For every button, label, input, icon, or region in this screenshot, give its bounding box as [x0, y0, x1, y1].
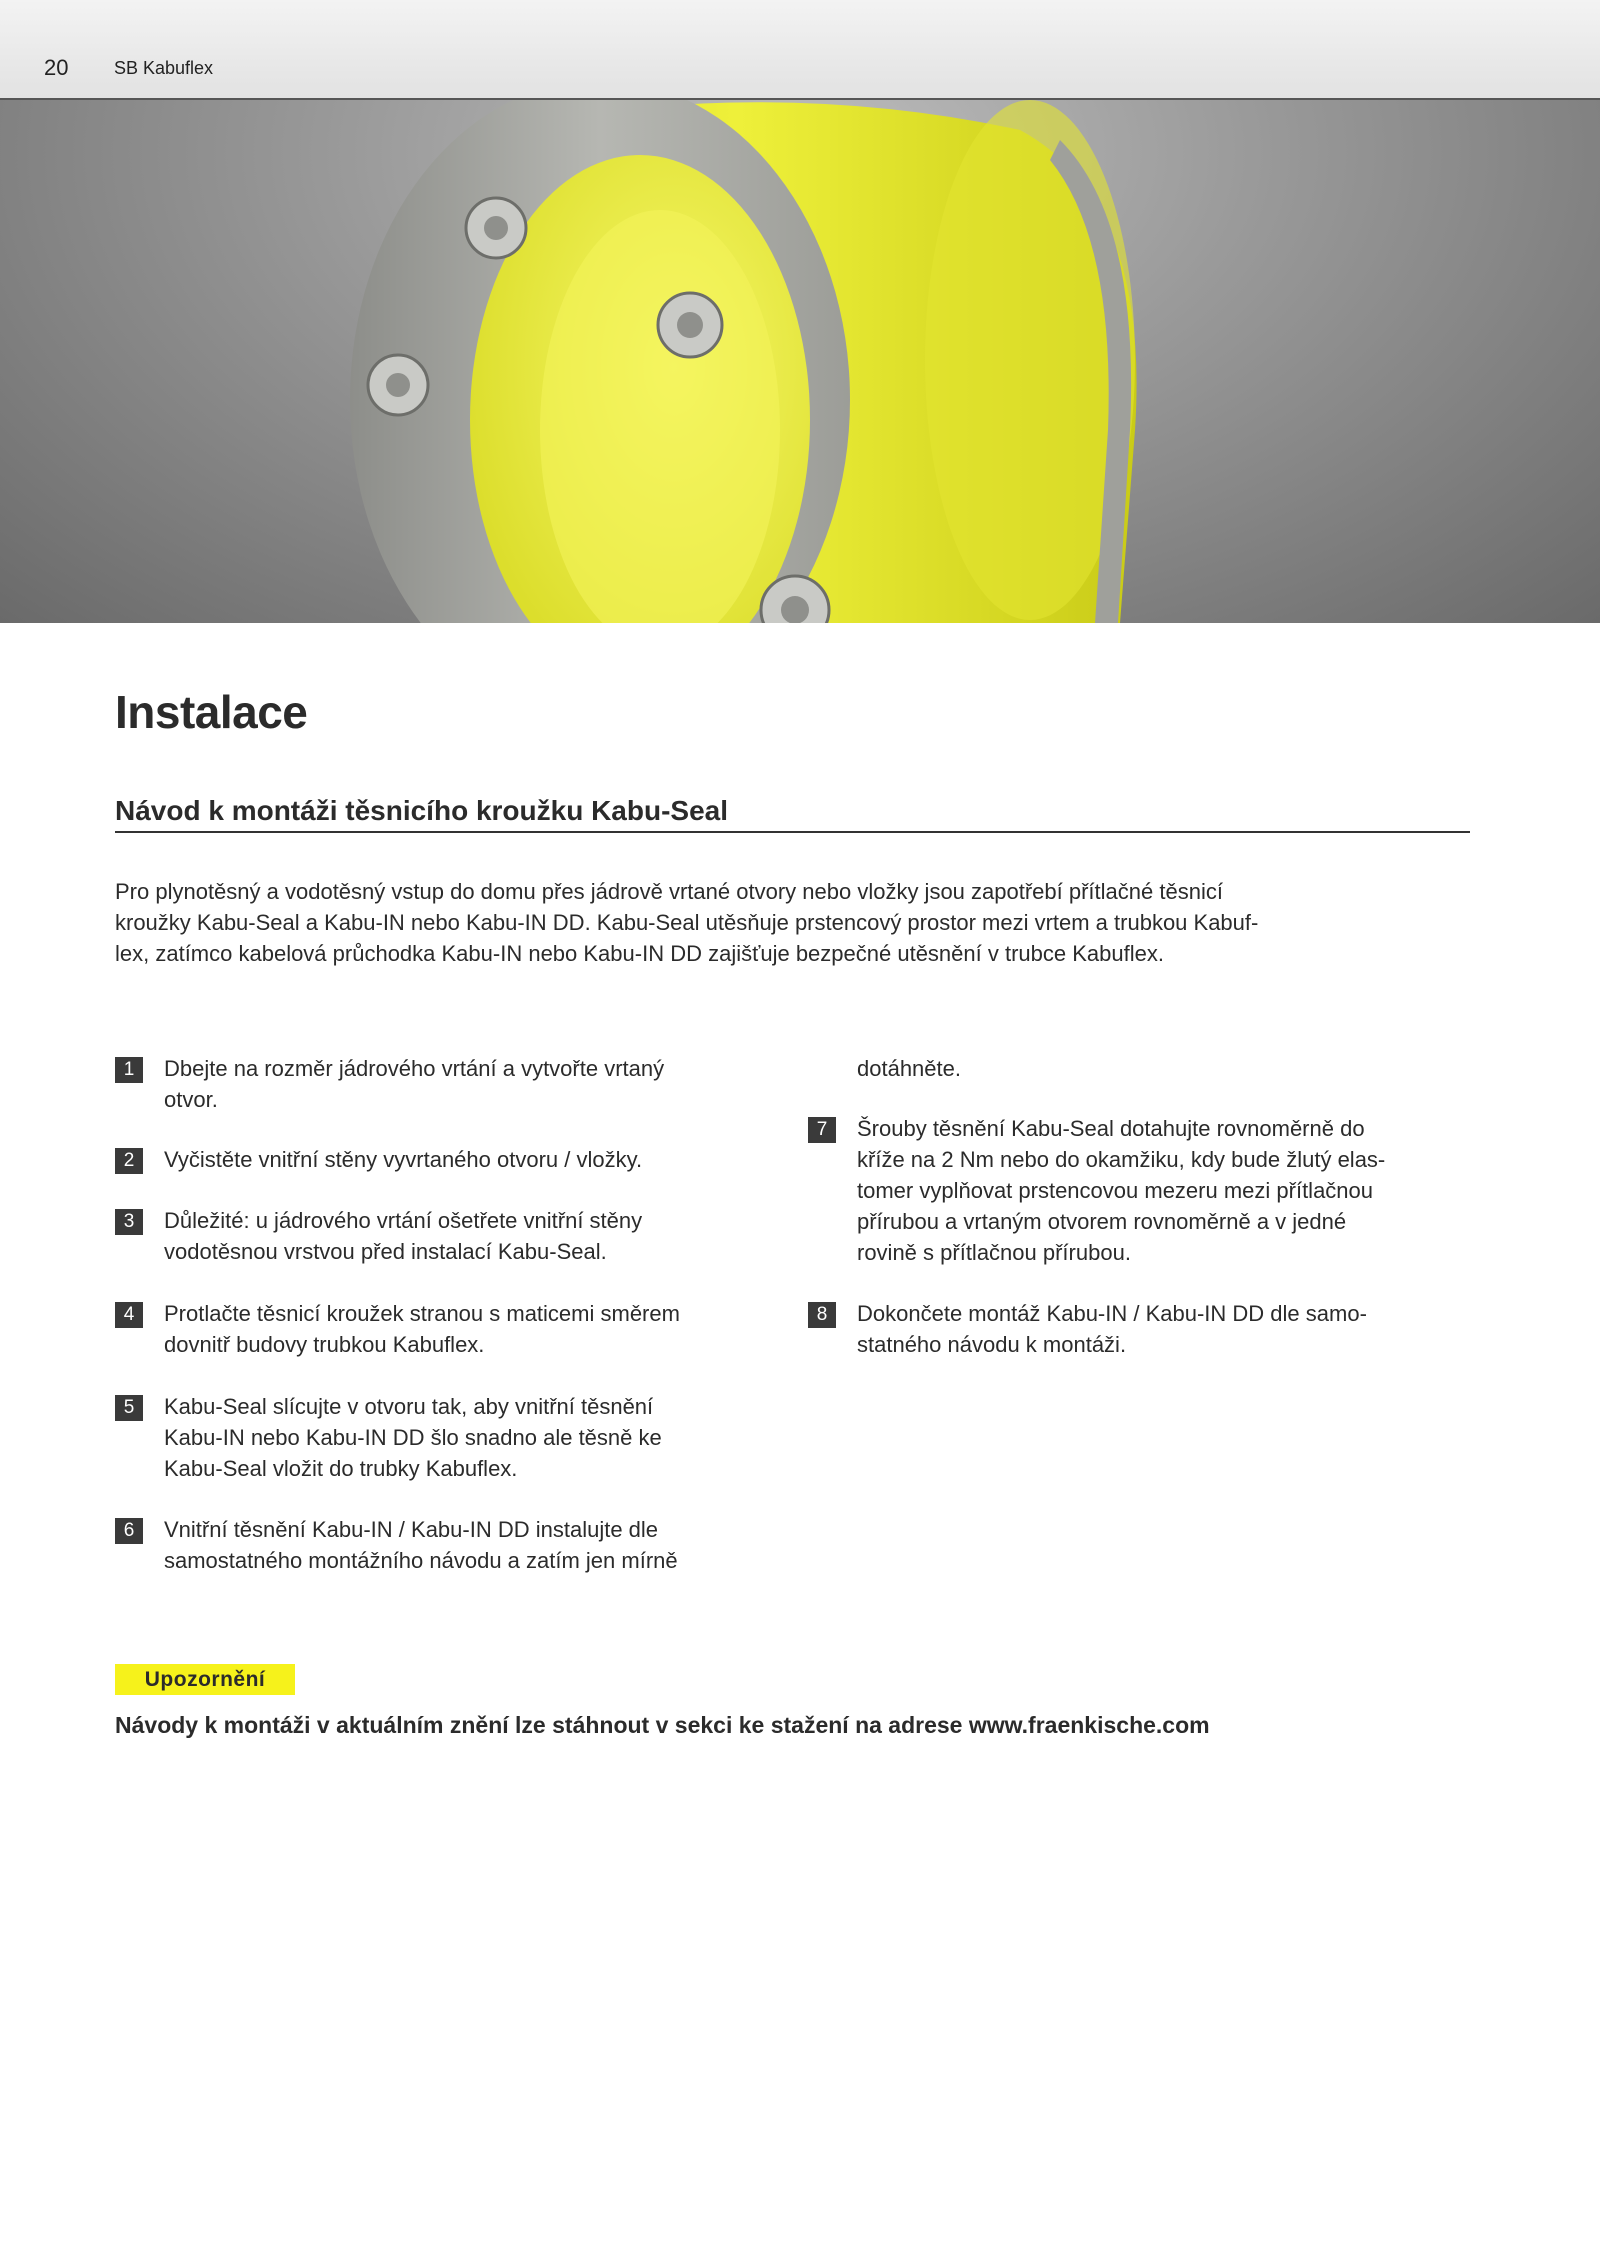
- step-line: vodotěsnou vrstvou před instalací Kabu-Seal.: [164, 1239, 607, 1264]
- step-line: Šrouby těsnění Kabu-Seal dotahujte rovnoměrně do: [857, 1116, 1365, 1141]
- subheading-divider: [115, 831, 1470, 833]
- step-number: 7: [808, 1117, 836, 1143]
- step-line: Kabu-Seal slícujte v otvoru tak, aby vnitřní těsnění: [164, 1394, 654, 1419]
- step-number: 6: [115, 1518, 143, 1544]
- step-line: otvor.: [164, 1087, 218, 1112]
- step-line: Dbejte na rozměr jádrového vrtání a vytvořte vrtaný: [164, 1056, 665, 1081]
- running-title: SB Kabuflex: [114, 58, 214, 78]
- step-line: rovině s přítlačnou přírubou.: [857, 1240, 1131, 1265]
- page-number: 20: [44, 55, 69, 80]
- step-line: kříže na 2 Nm nebo do okamžiku, kdy bude žlutý elas-: [857, 1147, 1386, 1172]
- step-line: přírubou a vrtaným otvorem rovnoměrně a v jedné: [857, 1209, 1347, 1234]
- step-line: dovnitř budovy trubkou Kabuflex.: [164, 1332, 485, 1357]
- step-line: Protlačte těsnicí kroužek stranou s maticemi směrem: [164, 1301, 680, 1326]
- step-text: [857, 1113, 1477, 1268]
- step-text: [857, 1053, 1477, 1084]
- step-text: [857, 1298, 1477, 1360]
- notice-text: Návody k montáži v aktuálním znění lze stáhnout v sekci ke stažení na adrese www.fraenkische.com: [115, 1712, 1210, 1738]
- step-line: Vnitřní těsnění Kabu-IN / Kabu-IN DD instalujte dle: [164, 1517, 659, 1542]
- step-text: [164, 1514, 744, 1576]
- step-text: [164, 1391, 744, 1484]
- intro-line: lex, zatímco kabelová průchodka Kabu-IN nebo Kabu-IN DD zajišťuje bezpečné utěsnění v trubce Kabuflex.: [115, 941, 1164, 966]
- intro-line: kroužky Kabu-Seal a Kabu-IN nebo Kabu-IN DD. Kabu-Seal utěsňuje prstencový prostor mezi vrtem a trubkou Kabuf-: [115, 910, 1259, 935]
- intro-paragraph: [115, 876, 1365, 969]
- step-number: 4: [115, 1302, 143, 1328]
- step-line: samostatného montážního návodu a zatím jen mírně: [164, 1548, 678, 1573]
- step-text: [164, 1298, 744, 1360]
- step-number: 1: [115, 1057, 143, 1083]
- header-bar: [0, 0, 1600, 100]
- notice-label: Upozornění: [115, 1664, 295, 1695]
- step-line: statného návodu k montáži.: [857, 1332, 1127, 1357]
- kabu-seal-ring-illustration: [0, 100, 1600, 623]
- step-line: Kabu-Seal vložit do trubky Kabuflex.: [164, 1456, 518, 1481]
- section-title: Instalace: [115, 686, 308, 738]
- step-line: Kabu-IN nebo Kabu-IN DD šlo snadno ale těsně ke: [164, 1425, 662, 1450]
- step-text: [164, 1144, 744, 1175]
- step-line: Dokončete montáž Kabu-IN / Kabu-IN DD dle samo-: [857, 1301, 1367, 1326]
- step-text: [164, 1205, 744, 1267]
- step-line: tomer vyplňovat prstencovou mezeru mezi přítlačnou: [857, 1178, 1374, 1203]
- product-photo: [0, 100, 1600, 623]
- step-number: 8: [808, 1302, 836, 1328]
- step-number: 5: [115, 1395, 143, 1421]
- step-line: dotáhněte.: [857, 1056, 961, 1081]
- step-text: [164, 1053, 744, 1115]
- subheading: Návod k montáži těsnicího kroužku Kabu-Seal: [115, 795, 729, 826]
- step-line: Vyčistěte vnitřní stěny vyvrtaného otvoru / vložky.: [164, 1147, 643, 1172]
- step-line: Důležité: u jádrového vrtání ošetřete vnitřní stěny: [164, 1208, 643, 1233]
- step-number: 2: [115, 1148, 143, 1174]
- intro-line: Pro plynotěsný a vodotěsný vstup do domu přes jádrově vrtané otvory nebo vložky jsou zapotřebí přítlačné těsnicí: [115, 879, 1223, 904]
- step-number: 3: [115, 1209, 143, 1235]
